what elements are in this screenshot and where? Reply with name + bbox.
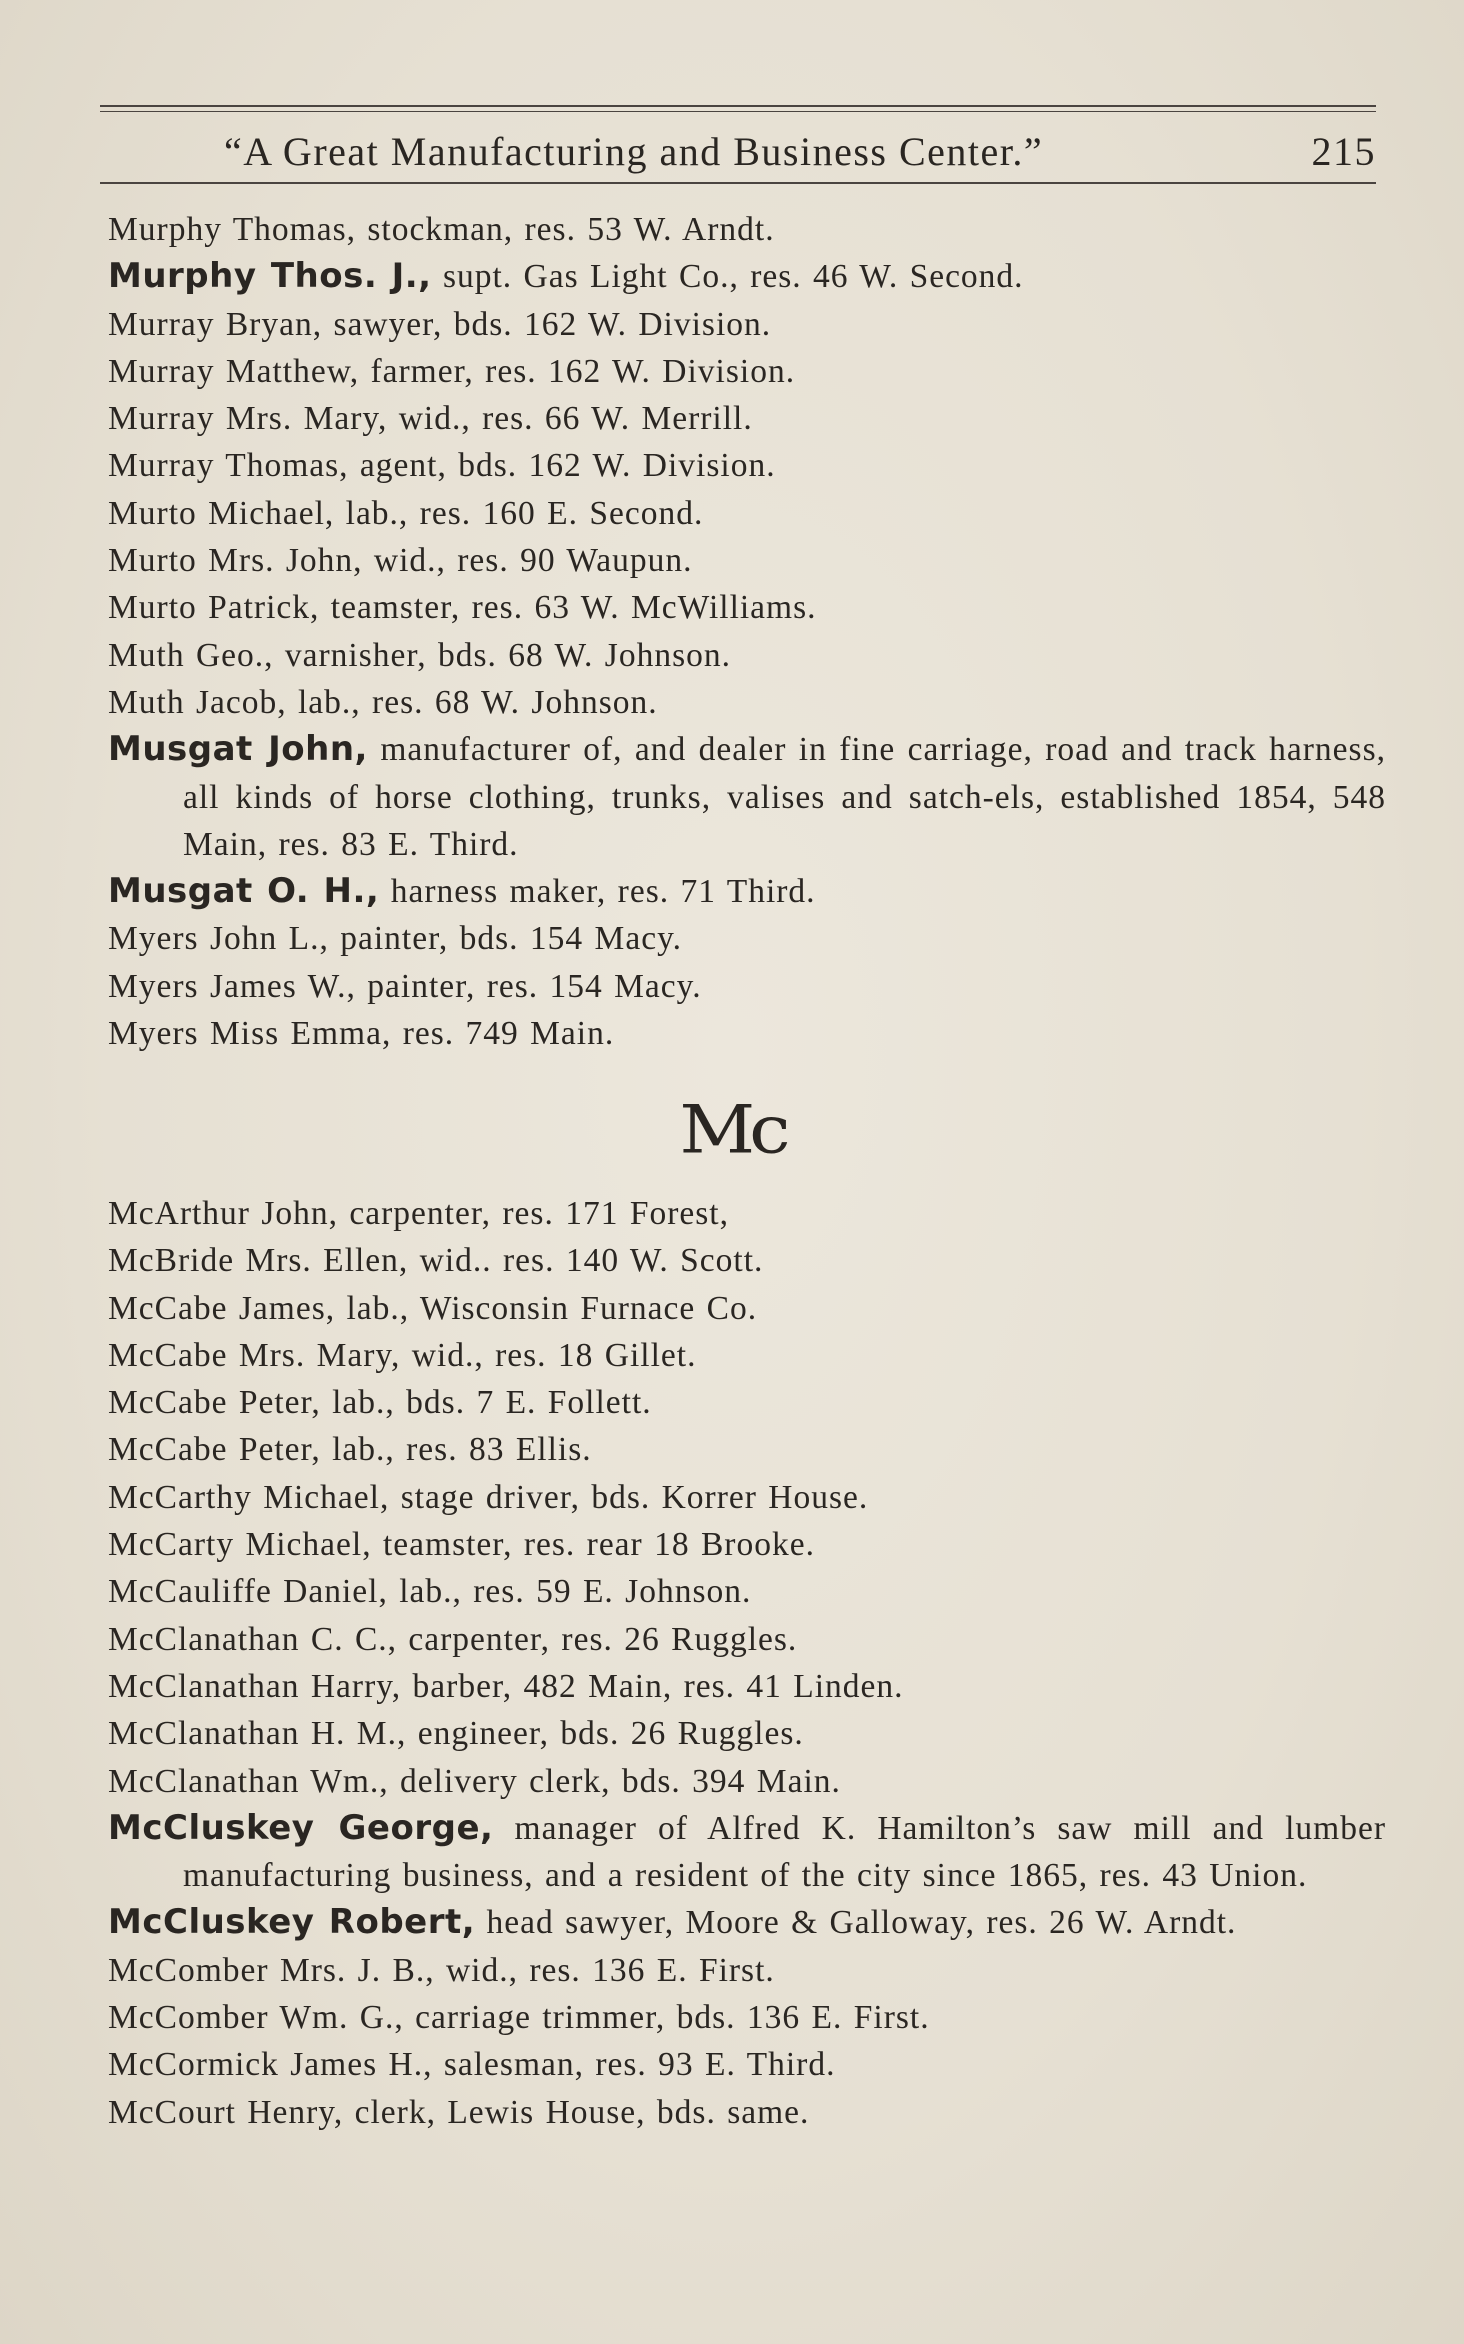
entry-name-bold: McCluskey Robert,	[108, 1902, 476, 1943]
entry-text: McClanathan C. C., carpenter, res. 26 Ruggles.	[108, 1620, 798, 1658]
entry-text: Muth Jacob, lab., res. 68 W. Johnson.	[108, 683, 658, 721]
entry-text: manufacturer of, and dealer in fine carriage, road and track harness, all kinds of horse clothing, trunks, valises and satch-els, established 1854, 548 Main, res. 83 E. Third.	[183, 731, 1386, 863]
directory-entry	[108, 395, 1386, 442]
entry-text: Murto Patrick, teamster, res. 63 W. McWilliams.	[108, 589, 817, 627]
directory-entry	[108, 1332, 1386, 1379]
directory-list-m	[108, 206, 1386, 1057]
entry-text: McBride Mrs. Ellen, wid.. res. 140 W. Scott.	[108, 1242, 764, 1280]
entry-text: Murray Bryan, sawyer, bds. 162 W. Division.	[108, 305, 772, 343]
running-header	[100, 124, 1376, 180]
entry-text: McCauliffe Daniel, lab., res. 59 E. Johnson.	[108, 1573, 752, 1611]
directory-entry	[108, 963, 1386, 1010]
directory-entry	[108, 1899, 1386, 1946]
header-top-rule-thin	[100, 111, 1376, 112]
entry-text: Myers James W., painter, res. 154 Macy.	[108, 967, 702, 1005]
entry-text: McClanathan Harry, barber, 482 Main, res. 41 Linden.	[108, 1667, 904, 1705]
directory-entry	[108, 1190, 1386, 1237]
entry-text: McCormick James H., salesman, res. 93 E. Third.	[108, 2046, 836, 2084]
entry-text: McCabe Peter, lab., res. 83 Ellis.	[108, 1431, 592, 1469]
directory-list-mc	[108, 1190, 1386, 2136]
entry-text: McComber Mrs. J. B., wid., res. 136 E. First.	[108, 1951, 775, 1989]
entry-text: Murray Matthew, farmer, res. 162 W. Division.	[108, 352, 796, 390]
directory-entry	[108, 490, 1386, 537]
section-heading-mc: Mc	[679, 1091, 785, 1169]
entry-text: McCabe James, lab., Wisconsin Furnace Co.	[108, 1289, 758, 1327]
directory-entry	[108, 1663, 1386, 1710]
entry-text: McCarty Michael, teamster, res. rear 18 Brooke.	[108, 1526, 815, 1564]
entry-text: manager of Alfred K. Hamilton’s saw mill and lumber manufacturing business, and a resident of the city since 1865, res. 43 Union.	[183, 1809, 1386, 1895]
directory-entry	[108, 1379, 1386, 1426]
directory-entry	[108, 1474, 1386, 1521]
entry-name-bold: Musgat John,	[108, 729, 368, 770]
entry-text: McCabe Peter, lab., bds. 7 E. Follett.	[108, 1384, 652, 1422]
page-number: 215	[1311, 129, 1376, 174]
directory-entry	[108, 1994, 1386, 2041]
directory-entry	[108, 2041, 1386, 2088]
entry-text: McCourt Henry, clerk, Lewis House, bds. same.	[108, 2093, 810, 2131]
directory-entry	[108, 1947, 1386, 1994]
entry-text: supt. Gas Light Co., res. 46 W. Second.	[431, 258, 1024, 296]
entry-text: McClanathan H. M., engineer, bds. 26 Ruggles.	[108, 1715, 804, 1753]
directory-entry	[108, 868, 1386, 915]
running-header-title: “A Great Manufacturing and Business Center.”	[224, 129, 1044, 174]
directory-entry	[108, 1426, 1386, 1473]
entry-text: Murto Mrs. John, wid., res. 90 Waupun.	[108, 542, 693, 580]
entry-text: head sawyer, Moore & Galloway, res. 26 W. Arndt.	[475, 1904, 1237, 1942]
entry-name-bold: McCluskey George,	[108, 1807, 494, 1848]
entry-text: McCarthy Michael, stage driver, bds. Korrer House.	[108, 1478, 869, 1516]
entry-text: McArthur John, carpenter, res. 171 Forest,	[108, 1195, 729, 1232]
entry-text: McCabe Mrs. Mary, wid., res. 18 Gillet.	[108, 1336, 697, 1374]
directory-entry	[108, 1237, 1386, 1284]
directory-entry	[108, 2089, 1386, 2136]
directory-entry	[108, 632, 1386, 679]
entry-text: Myers John L., painter, bds. 154 Macy.	[108, 920, 683, 958]
entry-name-bold: Musgat O. H.,	[108, 871, 380, 912]
entry-text: McClanathan Wm., delivery clerk, bds. 394 Main.	[108, 1762, 841, 1800]
entry-text: Murray Thomas, agent, bds. 162 W. Division.	[108, 447, 776, 485]
directory-entry	[108, 1521, 1386, 1568]
directory-entry	[108, 1010, 1386, 1057]
entry-text: Myers Miss Emma, res. 749 Main.	[108, 1015, 615, 1053]
entry-text: Murphy Thomas, stockman, res. 53 W. Arndt.	[108, 211, 775, 248]
entry-name-bold: Murphy Thos. J.,	[108, 256, 432, 297]
entry-text: Murto Michael, lab., res. 160 E. Second.	[108, 494, 704, 532]
directory-entry	[108, 537, 1386, 584]
directory-entry	[108, 442, 1386, 489]
directory-entry	[108, 1805, 1386, 1900]
directory-entry	[108, 679, 1386, 726]
directory-entry	[108, 584, 1386, 631]
entry-text: harness maker, res. 71 Third.	[379, 873, 816, 911]
directory-entry	[108, 206, 1386, 253]
entry-text: Muth Geo., varnisher, bds. 68 W. Johnson.	[108, 636, 732, 674]
header-bottom-rule	[100, 182, 1376, 184]
directory-entry	[108, 1568, 1386, 1615]
entry-text: McComber Wm. G., carriage trimmer, bds. 136 E. First.	[108, 1999, 930, 2037]
directory-entry	[108, 915, 1386, 962]
directory-entry	[108, 1710, 1386, 1757]
directory-entry	[108, 1758, 1386, 1805]
directory-entry	[108, 726, 1386, 868]
directory-entry	[108, 253, 1386, 300]
directory-entry	[108, 1616, 1386, 1663]
directory-entry	[108, 348, 1386, 395]
entry-text: Murray Mrs. Mary, wid., res. 66 W. Merrill.	[108, 400, 753, 438]
directory-entry	[108, 301, 1386, 348]
header-top-rule	[100, 105, 1376, 107]
directory-entry	[108, 1285, 1386, 1332]
